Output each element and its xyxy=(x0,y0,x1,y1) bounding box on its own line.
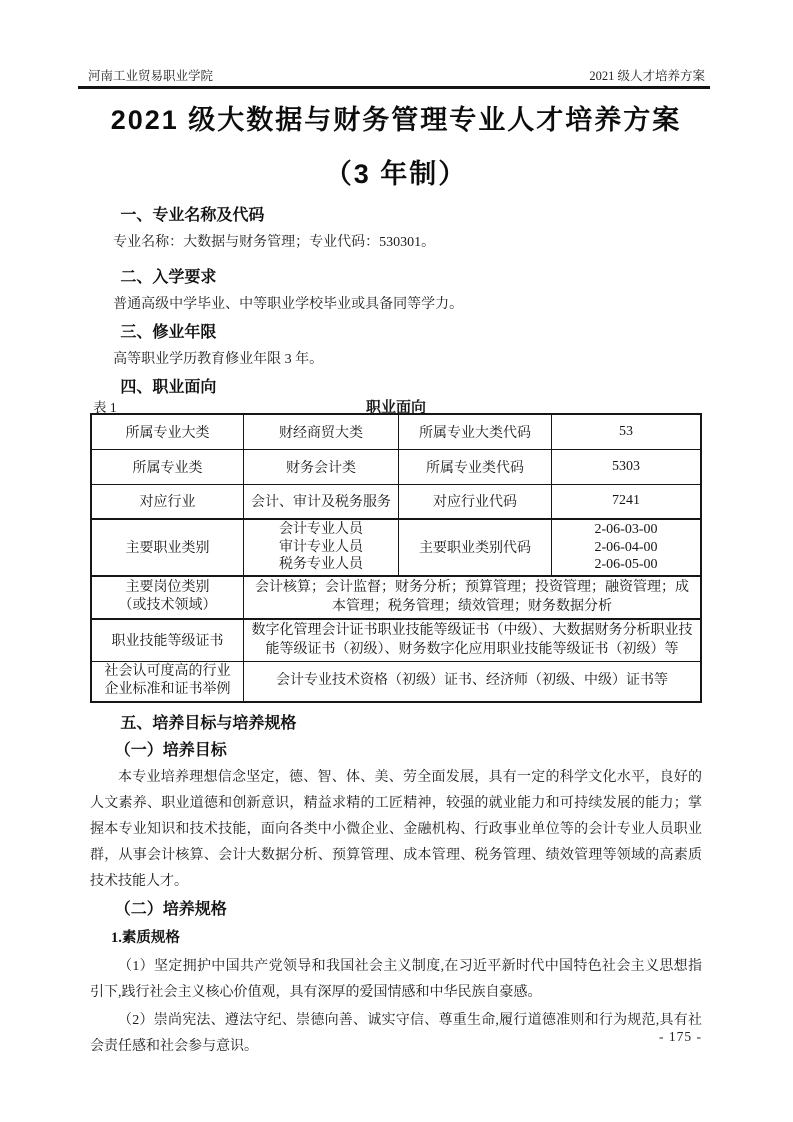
table-row-major-category xyxy=(91,414,701,449)
label-line: 主要岗位类别 xyxy=(125,579,210,595)
cell-occupation-codes xyxy=(552,519,701,576)
cell-label xyxy=(91,661,244,702)
occupation-line: 税务专业人员 xyxy=(278,557,363,572)
label-line: 社会认可度高的行业 xyxy=(104,663,231,679)
label-line: （或技术领域） xyxy=(118,598,217,613)
occupation-line: 会计专业人员 xyxy=(278,522,363,537)
table-title: 职业面向 xyxy=(365,399,426,416)
occupation-code: 2-06-03-00 xyxy=(594,522,658,537)
quality-item-2: （2）崇尚宪法、遵法守纪、崇德向善、诚实守信、尊重生命,履行道德准则和行为规范,具有社会责任感和社会参与意识。 xyxy=(90,1012,702,1054)
section-4-heading: 四、职业面向 xyxy=(120,379,217,396)
table-row-occupations xyxy=(91,519,701,576)
document-content xyxy=(90,98,702,1060)
table-row-subcategory xyxy=(91,449,701,484)
subsection-2-heading: （二）培养规格 xyxy=(114,900,227,918)
document-title: 2021 级大数据与财务管理专业人才培养方案 xyxy=(110,105,682,135)
cell-certificates-value: 数字化管理会计证书职业技能等级证书（中级）、大数据财务分析职业技能等级证书（初级）、财务数字化应用职业技能等级证书（初级）等 xyxy=(244,619,702,662)
cell-label: 所属专业大类代码 xyxy=(398,414,551,449)
cell-value: 7241 xyxy=(552,484,701,519)
cell-value: 5303 xyxy=(552,449,701,484)
cell-label xyxy=(91,576,244,619)
cell-label: 所属专业类代码 xyxy=(398,449,551,484)
cell-label: 所属专业大类 xyxy=(91,414,244,449)
quality-spec-heading: 1.素质规格 xyxy=(111,929,180,946)
cell-label: 主要职业类别 xyxy=(91,519,244,576)
cell-value: 财务会计类 xyxy=(244,449,399,484)
table-row-posts xyxy=(91,576,701,619)
cell-label: 对应行业 xyxy=(91,484,244,519)
occupation-line: 审计专业人员 xyxy=(278,539,363,555)
cell-social-certs-value: 会计专业技术资格（初级）证书、经济师（初级、中级）证书等 xyxy=(244,661,702,702)
occupation-code: 2-06-04-00 xyxy=(594,539,658,555)
section-5-heading: 五、培养目标与培养规格 xyxy=(120,714,297,732)
cell-label: 所属专业类 xyxy=(91,449,244,484)
table-row-certificates xyxy=(91,619,701,662)
cell-label: 职业技能等级证书 xyxy=(91,619,244,662)
section-3-heading: 三、修业年限 xyxy=(120,324,217,341)
header-rule xyxy=(78,86,710,89)
header-school-name: 河南工业贸易职业学院 xyxy=(88,69,214,83)
section-2-body: 普通高级中学毕业、中等职业学校毕业或具备同等学力。 xyxy=(113,297,464,312)
section-1-heading: 一、专业名称及代码 xyxy=(120,207,265,224)
cell-value: 财经商贸大类 xyxy=(244,414,399,449)
cell-label: 对应行业代码 xyxy=(398,484,551,519)
table-row-industry xyxy=(91,484,701,519)
subsection-1-heading: （一）培养目标 xyxy=(114,741,227,759)
section-3-body: 高等职业学历教育修业年限 3 年。 xyxy=(113,352,324,367)
quality-item-1: （1）坚定拥护中国共产党领导和我国社会主义制度,在习近平新时代中国特色社会主义思想指引下,践行社会主义核心价值观，具有深厚的爱国情感和中华民族自豪感。 xyxy=(90,958,702,1000)
table-row-social-certs xyxy=(91,661,701,702)
career-orientation-table xyxy=(90,413,702,703)
table-caption xyxy=(90,396,702,416)
cell-posts-value: 会计核算；会计监督；财务分析；预算管理；投资管理；融资管理；成本管理；税务管理；绩效管理；财务数据分析 xyxy=(244,576,702,619)
document-subtitle: （3 年制） xyxy=(324,159,468,189)
training-objective-paragraph: 本专业培养理想信念坚定，德、智、体、美、劳全面发展，具有一定的科学文化水平，良好的人文素养、职业道德和创新意识，精益求精的工匠精神，较强的就业能力和可持续发展的能力；掌握本专业知识和技术技能，面向各类中小微企业、金融机构、行政事业单位等的会计专业人员职业群，从事会计核算、会计大数据分析、预算管理、成本管理、税务管理、绩效管理等领域的高素质技术技能人才。 xyxy=(90,769,702,889)
cell-occupation-list xyxy=(244,519,399,576)
page-header xyxy=(88,66,705,84)
section-1-body: 专业名称：大数据与财务管理；专业代码：530301。 xyxy=(113,235,436,250)
cell-label: 主要职业类别代码 xyxy=(398,519,551,576)
cell-value: 53 xyxy=(552,414,701,449)
section-2-heading: 二、入学要求 xyxy=(120,269,217,286)
label-line: 企业标准和证书举例 xyxy=(104,682,231,697)
cell-value: 会计、审计及税务服务 xyxy=(244,484,399,519)
header-doc-name: 2021 级人才培养方案 xyxy=(589,69,705,83)
page-number: - 175 - xyxy=(659,1029,702,1044)
table-number-label: 表 1 xyxy=(93,400,117,415)
occupation-code: 2-06-05-00 xyxy=(594,557,658,572)
